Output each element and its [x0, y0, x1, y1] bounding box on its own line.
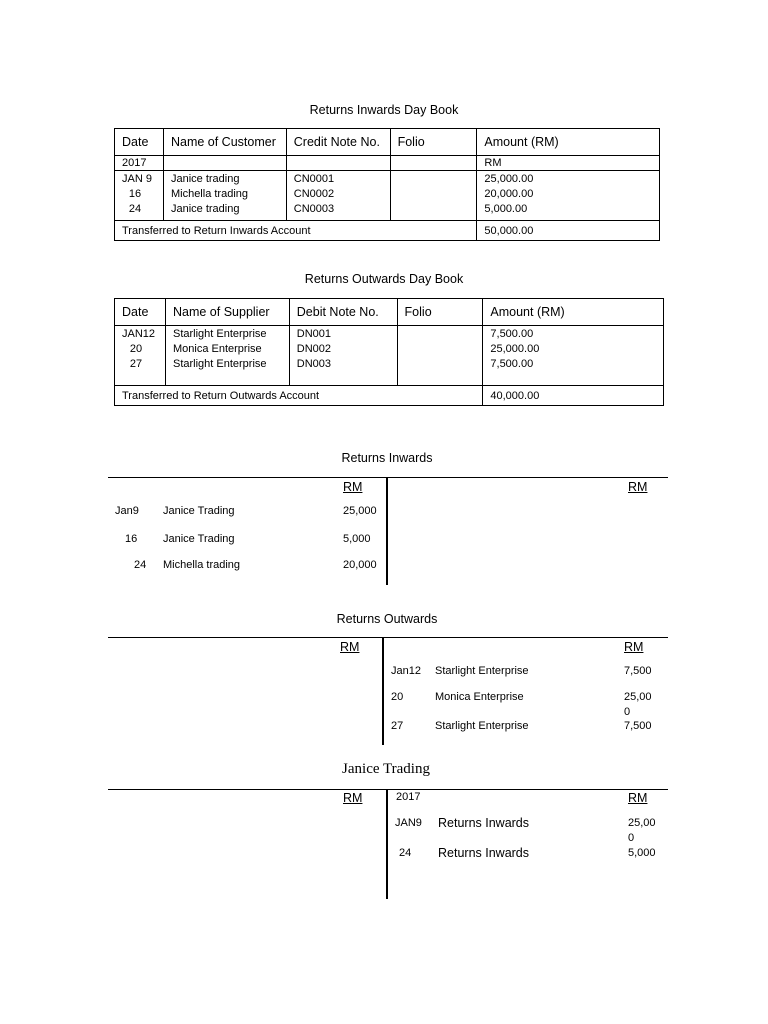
table-row-total	[115, 221, 660, 241]
amounts-cell	[477, 171, 660, 221]
ledger-top-rule	[108, 789, 668, 790]
ledger-entry-name: Monica Enterprise	[435, 691, 524, 703]
ledger-divider	[386, 789, 388, 899]
ledger-entry-amount-wrap: 0	[628, 832, 635, 844]
debit-rm-header: RM	[343, 791, 363, 805]
total-label: Transferred to Return Inwards Account	[115, 221, 477, 241]
year-cell: 2017	[115, 156, 164, 171]
entry-note: CN0002	[293, 188, 335, 200]
total-amount: 50,000.00	[477, 221, 660, 241]
entry-name: Janice trading	[170, 203, 240, 215]
returns-inwards-daybook-table	[114, 128, 660, 241]
entry-note: CN0003	[293, 203, 335, 215]
entry-name: Starlight Enterprise	[172, 358, 267, 370]
janice-trading-ledger-title: Janice Trading	[342, 761, 430, 777]
entry-date: 16	[128, 188, 142, 200]
credit-rm-header: RM	[628, 480, 648, 494]
ledger-entry-name: Michella trading	[163, 559, 241, 571]
notes-cell	[289, 326, 397, 386]
ledger-entry-amount: 20,000	[343, 559, 377, 571]
folio-cell	[390, 171, 477, 221]
ledger-entry-date: 24	[134, 559, 147, 571]
entry-note: DN003	[296, 358, 332, 370]
table-row-total	[115, 386, 664, 406]
ledger-entry-amount: 25,000	[343, 505, 377, 517]
header-name-of-customer: Name of Customer	[163, 129, 286, 156]
ledger-entry-name: Returns Inwards	[438, 816, 530, 830]
table-row-year	[115, 156, 660, 171]
entry-amount: 25,000.00	[490, 343, 540, 355]
entry-amount: 25,000.00	[484, 173, 534, 185]
folio-cell	[397, 326, 483, 386]
entry-amount: 5,000.00	[484, 203, 528, 215]
header-amount: Amount (RM)	[483, 299, 664, 326]
names-cell	[163, 171, 286, 221]
header-date: Date	[115, 129, 164, 156]
entry-note: DN001	[296, 328, 332, 340]
debit-rm-header: RM	[340, 640, 360, 654]
entry-date: 20	[129, 343, 143, 355]
header-date: Date	[115, 299, 166, 326]
header-folio: Folio	[390, 129, 477, 156]
ledger-entry-name: Returns Inwards	[438, 846, 530, 860]
ledger-top-rule	[108, 477, 668, 478]
returns-outwards-ledger-title: Returns Outwards	[336, 612, 438, 626]
dates-cell	[115, 326, 166, 386]
currency-cell: RM	[477, 156, 660, 171]
ledger-entry-amount: 5,000	[343, 533, 371, 545]
ledger-top-rule	[108, 637, 668, 638]
entry-date: JAN12	[122, 328, 156, 340]
entry-date: 24	[128, 203, 142, 215]
dates-cell	[115, 171, 164, 221]
entry-note: DN002	[296, 343, 332, 355]
credit-rm-header: RM	[628, 791, 648, 805]
table-row-entries	[115, 326, 664, 386]
ledger-entry-amount: 5,000	[628, 847, 656, 859]
ledger-entry-name: Starlight Enterprise	[435, 720, 529, 732]
ledger-entry-amount: 7,500	[624, 665, 652, 677]
entry-name: Michella trading	[170, 188, 249, 200]
entry-amount: 20,000.00	[484, 188, 534, 200]
ledger-entry-amount-wrap: 0	[624, 706, 631, 718]
names-cell	[165, 326, 289, 386]
ledger-entry-date: 24	[399, 847, 412, 859]
ledger-entry-name: Janice Trading	[163, 533, 235, 545]
ledger-divider	[386, 477, 388, 585]
ledger-entry-date: JAN9	[395, 817, 422, 829]
entry-amount: 7,500.00	[490, 328, 534, 340]
entry-note: CN0001	[293, 173, 335, 185]
total-amount: 40,000.00	[483, 386, 664, 406]
ledger-entry-amount: 25,00	[624, 691, 652, 703]
debit-rm-header: RM	[343, 480, 363, 494]
returns-outwards-daybook-title: Returns Outwards Day Book	[304, 272, 464, 286]
credit-rm-header: RM	[624, 640, 644, 654]
returns-outwards-daybook-table	[114, 298, 664, 406]
header-name-of-supplier: Name of Supplier	[165, 299, 289, 326]
entry-name: Starlight Enterprise	[172, 328, 267, 340]
ledger-year: 2017	[396, 791, 421, 803]
entry-name: Monica Enterprise	[172, 343, 262, 355]
ledger-entry-name: Starlight Enterprise	[435, 665, 529, 677]
ledger-divider	[382, 637, 384, 745]
ledger-entry-date: Jan12	[391, 665, 421, 677]
table-row-entries	[115, 171, 660, 221]
header-folio: Folio	[397, 299, 483, 326]
amounts-cell	[483, 326, 664, 386]
ledger-entry-date: 16	[125, 533, 138, 545]
returns-inwards-daybook-title: Returns Inwards Day Book	[309, 103, 459, 117]
table-header-row	[115, 299, 664, 326]
ledger-entry-name: Janice Trading	[163, 505, 235, 517]
total-label: Transferred to Return Outwards Account	[115, 386, 483, 406]
header-amount: Amount (RM)	[477, 129, 660, 156]
ledger-entry-amount: 25,00	[628, 817, 656, 829]
notes-cell	[286, 171, 390, 221]
header-credit-note-no: Credit Note No.	[286, 129, 390, 156]
header-debit-note-no: Debit Note No.	[289, 299, 397, 326]
entry-amount: 7,500.00	[490, 358, 534, 370]
ledger-entry-date: 20	[391, 691, 404, 703]
returns-inwards-ledger-title: Returns Inwards	[341, 451, 433, 465]
ledger-entry-date: 27	[391, 720, 404, 732]
entry-name: Janice trading	[170, 173, 240, 185]
ledger-entry-date: Jan9	[115, 505, 139, 517]
ledger-entry-amount: 7,500	[624, 720, 652, 732]
table-header-row	[115, 129, 660, 156]
entry-date: 27	[129, 358, 143, 370]
entry-date: JAN 9	[122, 173, 152, 185]
